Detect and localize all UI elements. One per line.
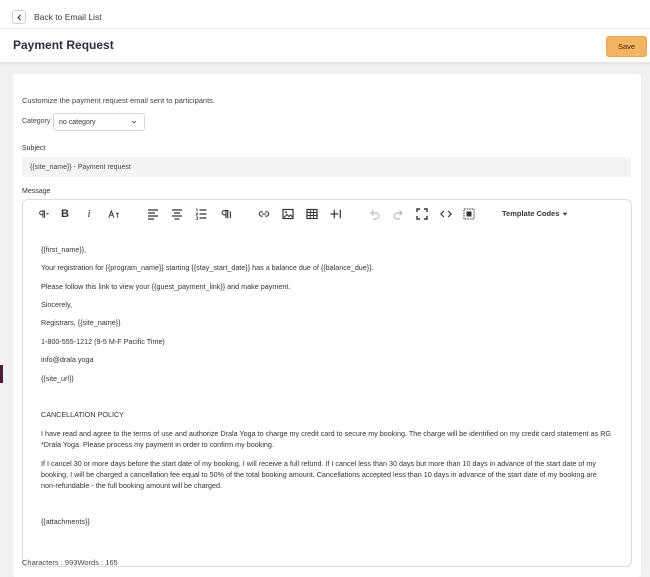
subject-label: Subject xyxy=(22,145,46,152)
top-divider xyxy=(0,28,650,29)
paragraph-style-icon[interactable] xyxy=(218,207,233,221)
chevron-down-icon xyxy=(131,119,137,125)
image-icon[interactable] xyxy=(281,207,294,221)
page-title: Payment Request xyxy=(13,38,114,52)
editor-toolbar xyxy=(23,200,631,228)
message-line: 1-800-555-1212 (9-5 M-F Pacific Time) xyxy=(41,337,165,346)
message-line: Registrars, {{site_name}} xyxy=(41,318,121,327)
message-line: Please follow this link to view your {{guest_payment_link}} and make payment. xyxy=(41,282,291,291)
message-paragraph: If I cancel 30 or more days before the start date of my booking, I will receive a full refund. If I cancel less than 30 days but more than 10 days in advance of the start date of my booking, I will be charged a cancellation fee equal to 50% of the total booking amount. Cancellations accepted less than 10 days in advance of the start date of my booking are non-refundable - the full booking amount will be charged. xyxy=(41,459,597,491)
select-all-icon[interactable] xyxy=(463,207,475,221)
fullscreen-icon[interactable] xyxy=(416,207,428,221)
message-editor[interactable] xyxy=(22,199,632,567)
category-label: Category xyxy=(22,118,51,125)
align-center-icon[interactable] xyxy=(170,207,183,221)
left-accent-bar xyxy=(0,365,3,383)
italic-icon[interactable]: i xyxy=(87,208,91,220)
back-to-email-list-link[interactable] xyxy=(12,10,102,24)
message-line: {{site_url}} xyxy=(41,374,74,383)
message-label: Message xyxy=(22,188,51,195)
caret-down-icon xyxy=(562,211,568,217)
message-line: Your registration for {{program_name}} starting {{stay_start_date}} has a balance due of {{balance_due}}. xyxy=(41,263,374,272)
code-view-icon[interactable] xyxy=(439,207,453,221)
category-select[interactable] xyxy=(53,113,145,131)
subject-value: {{site_name}} - Payment request xyxy=(30,163,131,171)
message-paragraph: I have read and agree to the terms of use and authorize Drala Yoga to charge my credit card to secure my booking. The charge will be identified on my credit card statement as RG *Drala Yoga. Please process my payment in order to confirm my booking. xyxy=(41,429,611,450)
table-icon[interactable] xyxy=(305,207,318,221)
link-icon[interactable] xyxy=(257,207,271,221)
message-line: {{attachments}} xyxy=(41,517,90,526)
redo-icon[interactable] xyxy=(393,207,405,221)
back-link-label[interactable]: Back to Email List xyxy=(34,12,102,22)
message-line: Sincerely, xyxy=(41,300,73,309)
template-codes-label: Template Codes xyxy=(502,209,560,218)
message-line: CANCELLATION POLICY xyxy=(41,410,124,419)
paragraph-format-icon[interactable] xyxy=(35,207,51,221)
subject-input[interactable] xyxy=(22,157,631,177)
save-button[interactable]: Save xyxy=(606,36,647,57)
template-codes-dropdown[interactable] xyxy=(502,209,568,218)
message-line: info@drala.yoga xyxy=(41,355,94,364)
chevron-left-icon[interactable] xyxy=(12,10,26,24)
bold-icon[interactable]: B xyxy=(61,208,69,220)
undo-icon[interactable] xyxy=(368,207,380,221)
category-value: no category xyxy=(59,118,96,126)
insert-more-icon[interactable] xyxy=(328,207,343,221)
intro-text: Customize the payment request email sent to participants. xyxy=(22,96,216,105)
align-left-icon[interactable] xyxy=(146,207,159,221)
character-word-counter: Characters : 993Words : 165 xyxy=(22,558,118,567)
font-size-icon[interactable] xyxy=(106,207,122,221)
ordered-list-icon[interactable] xyxy=(194,207,207,221)
message-line: {{first_name}}, xyxy=(41,245,87,254)
